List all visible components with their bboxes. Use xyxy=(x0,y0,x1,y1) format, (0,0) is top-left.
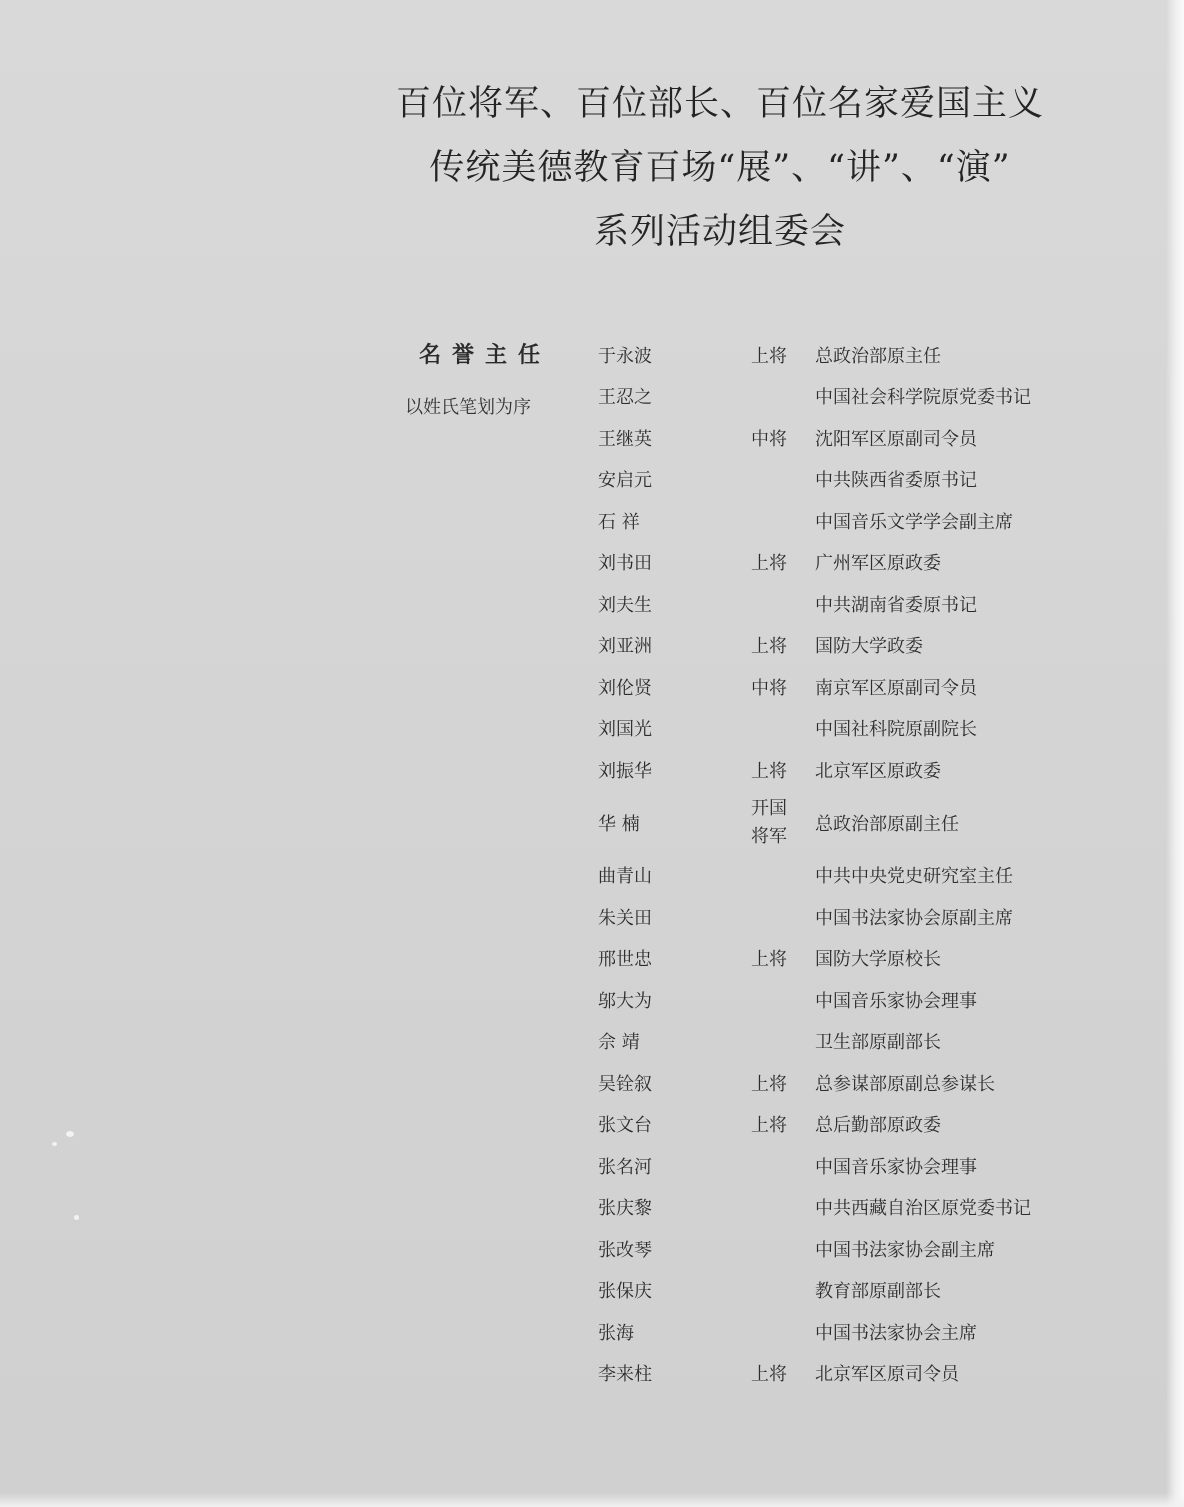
member-name: 华 楠 xyxy=(598,813,640,835)
member-post: 中国音乐家协会理事 xyxy=(815,990,977,1012)
list-item xyxy=(598,1104,1098,1146)
list-item xyxy=(598,749,1098,791)
list-item xyxy=(598,708,1098,750)
member-name: 邢世忠 xyxy=(598,949,652,971)
member-name: 刘亚洲 xyxy=(598,636,652,658)
member-name: 张名河 xyxy=(598,1156,652,1178)
member-name: 王忍之 xyxy=(598,387,652,409)
list-item xyxy=(598,417,1098,459)
member-name: 刘国光 xyxy=(598,719,652,741)
member-name: 张海 xyxy=(598,1322,634,1344)
member-post: 中共湖南省委原书记 xyxy=(815,594,977,616)
title-line-3: 系列活动组委会 xyxy=(593,212,846,252)
member-post: 卫生部原副部长 xyxy=(815,1032,941,1054)
member-rank: 上将 xyxy=(751,949,787,971)
member-rank: 中将 xyxy=(751,428,787,450)
list-item xyxy=(598,791,1098,855)
member-name: 张改琴 xyxy=(598,1239,652,1261)
member-rank: 上将 xyxy=(751,1073,787,1095)
member-name: 吴铨叙 xyxy=(598,1073,652,1095)
member-post: 中共陕西省委原书记 xyxy=(815,470,977,492)
member-post: 中国书法家协会主席 xyxy=(815,1322,977,1344)
member-name: 石 祥 xyxy=(598,511,640,533)
member-name: 安启元 xyxy=(598,470,652,492)
member-post: 北京军区原政委 xyxy=(815,760,941,782)
member-post: 中国社科院原副院长 xyxy=(815,719,977,741)
member-name: 王继英 xyxy=(598,428,652,450)
list-item xyxy=(598,583,1098,625)
member-rank: 上将 xyxy=(751,1364,787,1386)
list-item xyxy=(598,1145,1098,1187)
list-item xyxy=(598,1311,1098,1353)
member-name: 李来柱 xyxy=(598,1364,652,1386)
member-name: 于永波 xyxy=(598,345,652,367)
order-note: 以姓氏笔划为序 xyxy=(405,397,531,418)
list-item xyxy=(598,542,1098,584)
member-name: 邬大为 xyxy=(598,990,652,1012)
member-name: 刘书田 xyxy=(598,553,652,575)
member-post: 国防大学政委 xyxy=(815,636,923,658)
list-item xyxy=(598,1062,1098,1104)
title-line-1: 百位将军、百位部长、百位名家爱国主义 xyxy=(395,84,1044,124)
member-post: 南京军区原副司令员 xyxy=(815,677,977,699)
member-post: 总后勤部原政委 xyxy=(815,1115,941,1137)
list-item xyxy=(598,938,1098,980)
member-rank xyxy=(751,795,815,851)
list-item xyxy=(598,666,1098,708)
page-edge-right xyxy=(1166,0,1184,1507)
member-name: 刘夫生 xyxy=(598,594,652,616)
member-post: 中共中央党史研究室主任 xyxy=(815,866,1013,888)
member-post: 教育部原副部长 xyxy=(815,1281,941,1303)
member-rank: 上将 xyxy=(751,636,787,658)
member-name: 曲青山 xyxy=(598,866,652,888)
member-post: 中国书法家协会副主席 xyxy=(815,1239,995,1261)
member-name: 刘振华 xyxy=(598,760,652,782)
list-item xyxy=(598,500,1098,542)
member-name: 张庆黎 xyxy=(598,1198,652,1220)
member-rank-line: 开国 xyxy=(751,797,787,819)
member-rank-line: 将军 xyxy=(751,825,787,847)
paper-speck xyxy=(66,1131,74,1137)
member-post: 广州军区原政委 xyxy=(815,553,941,575)
member-post: 总参谋部原副总参谋长 xyxy=(815,1073,995,1095)
member-rank: 上将 xyxy=(751,760,787,782)
list-item xyxy=(598,459,1098,501)
member-list xyxy=(598,334,1098,1394)
list-item xyxy=(598,1021,1098,1063)
member-post: 中国音乐文学学会副主席 xyxy=(815,511,1013,533)
member-post: 中国社会科学院原党委书记 xyxy=(815,387,1031,409)
member-post: 国防大学原校长 xyxy=(815,949,941,971)
member-post: 总政治部原副主任 xyxy=(815,813,959,835)
list-item xyxy=(598,376,1098,418)
list-item xyxy=(598,1270,1098,1312)
member-post: 总政治部原主任 xyxy=(815,345,941,367)
member-name: 张保庆 xyxy=(598,1281,652,1303)
list-item xyxy=(598,896,1098,938)
member-rank: 中将 xyxy=(751,677,787,699)
member-post: 中国音乐家协会理事 xyxy=(815,1156,977,1178)
member-name: 张文台 xyxy=(598,1115,652,1137)
paper-speck xyxy=(52,1142,57,1146)
paper-speck xyxy=(74,1215,79,1220)
member-name: 朱关田 xyxy=(598,907,652,929)
list-item xyxy=(598,1187,1098,1229)
role-label: 名誉主任 xyxy=(419,343,552,368)
list-item xyxy=(598,979,1098,1021)
member-rank: 上将 xyxy=(751,1115,787,1137)
list-item xyxy=(598,625,1098,667)
member-post: 中国书法家协会原副主席 xyxy=(815,907,1013,929)
member-rank: 上将 xyxy=(751,553,787,575)
member-name: 刘伦贤 xyxy=(598,677,652,699)
list-item xyxy=(598,1353,1098,1395)
role-column xyxy=(405,338,585,419)
list-item xyxy=(598,855,1098,897)
member-post: 沈阳军区原副司令员 xyxy=(815,428,977,450)
member-post: 北京军区原司令员 xyxy=(815,1364,959,1386)
member-name: 佘 靖 xyxy=(598,1032,640,1054)
list-item xyxy=(598,334,1098,376)
page-title xyxy=(330,72,1110,264)
member-rank: 上将 xyxy=(751,345,787,367)
list-item xyxy=(598,1228,1098,1270)
title-line-2: 传统美德教育百场“展”、“讲”、“演” xyxy=(429,148,1011,188)
member-post: 中共西藏自治区原党委书记 xyxy=(815,1198,1031,1220)
page-edge-bottom xyxy=(0,1493,1184,1507)
